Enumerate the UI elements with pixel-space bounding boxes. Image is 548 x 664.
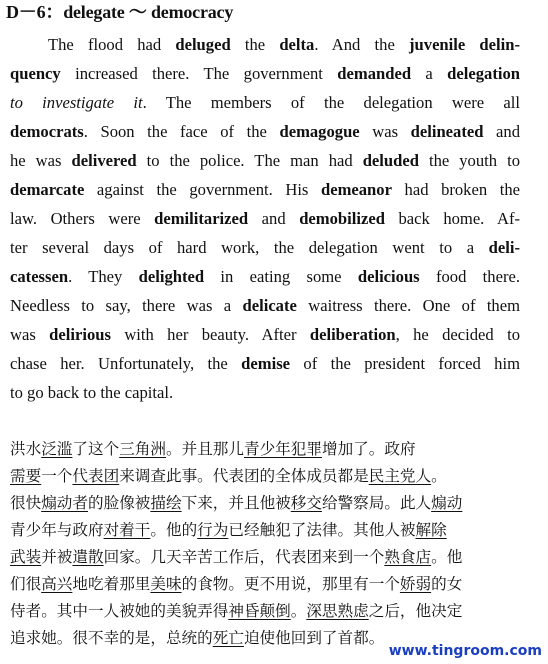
text-run: 们很	[10, 575, 42, 593]
vocab-word: delirious	[49, 325, 111, 344]
translated-term: 神昏颠倒	[228, 602, 291, 620]
text-run: and	[483, 122, 521, 141]
text-run: 回家。几天辛苦工作后，代表团来到一个	[103, 548, 385, 566]
translated-term: 娇弱	[399, 575, 432, 593]
translated-term: 代表团	[72, 467, 120, 485]
translated-term: 煽动者	[41, 494, 88, 512]
text-run: . And the	[314, 35, 410, 54]
text-run: to the police. The man had	[136, 151, 363, 170]
translated-term: 深思熟虑	[306, 602, 369, 620]
vocab-word: juvenile delin-	[409, 35, 521, 54]
translated-term: 美味	[150, 575, 182, 593]
translated-term: 遣散	[72, 548, 104, 566]
text-run: . The members of the delegation were all	[142, 93, 521, 112]
translated-term: 武装	[10, 548, 42, 566]
vocab-word: demilitarized	[154, 209, 249, 228]
text-run: 已经触犯了法律。其他人被	[228, 521, 416, 539]
text-run: 来调查此事。代表团的全体成员都是	[119, 467, 369, 485]
text-run: against the government. His	[84, 180, 321, 199]
chinese-line	[10, 598, 462, 625]
text-run: 之后，他决定	[368, 602, 463, 620]
vocab-word: demeanor	[320, 180, 392, 199]
text-run: increased there. The government	[60, 64, 338, 83]
english-line	[10, 59, 520, 88]
vocab-word: demobilized	[299, 209, 385, 228]
translated-term: 煽动	[431, 494, 463, 512]
text-run: 。	[290, 602, 307, 620]
text-run: waitress there. One of them	[296, 296, 521, 315]
text-run: 并被	[41, 548, 73, 566]
translated-term: 对着干	[103, 521, 151, 539]
text-run: to go back to the capital.	[10, 383, 174, 402]
text-run: was	[359, 122, 411, 141]
text-run: 了这个	[72, 440, 120, 458]
translated-term: 行为	[197, 521, 229, 539]
vocab-word: deluded	[362, 151, 419, 170]
text-run: 追求她。很不幸的是，总统的	[10, 629, 213, 647]
text-run: 青少年与政府	[10, 521, 104, 539]
vocab-word: deli-	[488, 238, 520, 257]
translated-term: 死亡	[212, 629, 244, 647]
text-run: . They	[68, 267, 139, 286]
watermark-link[interactable]: www.tingroom.com	[385, 640, 544, 662]
vocab-word: delegation	[447, 64, 520, 83]
text-run: 。	[431, 467, 447, 485]
vocab-word: deluged	[175, 35, 231, 54]
text-run: 增加了。政府	[321, 440, 416, 458]
text-run: and	[248, 209, 300, 228]
translated-term: 描绘	[150, 494, 182, 512]
text-run: 。并且那儿	[166, 440, 244, 458]
translated-term: 解除	[415, 521, 447, 539]
vocab-word: democrats	[10, 122, 84, 141]
english-line	[10, 233, 520, 262]
vocab-word: demagogue	[279, 122, 360, 141]
text-run: 一个	[41, 467, 73, 485]
english-line	[10, 146, 520, 175]
section-heading: D－6：delegate ～ democracy	[6, 2, 234, 22]
text-run: back home. Af-	[384, 209, 520, 228]
text-run: 。他	[431, 548, 463, 566]
english-line	[10, 320, 520, 349]
text-run: . Soon the face of the	[83, 122, 280, 141]
english-line	[10, 117, 520, 146]
translated-term: 三角洲	[119, 440, 166, 458]
chinese-line	[10, 571, 462, 598]
text-run: the	[230, 35, 280, 54]
text-run: of the president forced him	[290, 354, 520, 373]
english-line	[10, 291, 520, 320]
text-run: the youth to	[418, 151, 520, 170]
text-run: 给警察局。此人	[321, 494, 432, 512]
text-run: chase her. Unfortunately, the	[10, 354, 242, 373]
vocab-word: demarcate	[10, 180, 85, 199]
english-line	[10, 175, 520, 204]
text-run: had broken the	[391, 180, 520, 199]
translated-term: 移交	[290, 494, 322, 512]
chinese-line	[10, 544, 462, 571]
vocab-word: quency	[10, 64, 61, 83]
translated-term: 需要	[10, 467, 42, 485]
english-line	[10, 88, 520, 117]
translated-term: 泛滥	[41, 440, 73, 458]
vocab-word: deliberation	[309, 325, 396, 344]
text-run: with her beauty. After	[110, 325, 310, 344]
english-line	[10, 378, 173, 407]
chinese-line	[10, 490, 462, 517]
vocab-word: delineated	[410, 122, 484, 141]
text-run: 的脸像被	[88, 494, 151, 512]
translated-term: 熟食店	[384, 548, 432, 566]
text-run: 洪水	[10, 440, 42, 458]
text-run: 迫使他回到了首都。	[243, 629, 385, 647]
text-run: The flood had	[48, 35, 176, 54]
text-run: 下来，并且他被	[181, 494, 291, 512]
vocab-word: demise	[241, 354, 291, 373]
chinese-line	[10, 625, 384, 652]
vocab-word: delta	[279, 35, 315, 54]
english-line	[48, 30, 520, 59]
english-line	[10, 349, 520, 378]
vocab-word: delighted	[138, 267, 205, 286]
vocab-word: catessen	[10, 267, 69, 286]
translated-term: 民主党人	[368, 467, 432, 485]
english-line	[10, 204, 520, 233]
text-run: 很快	[10, 494, 42, 512]
text-run: in eating some	[204, 267, 358, 286]
text-run: he was	[10, 151, 72, 170]
text-run: 的食物。更不用说，那里有一个	[181, 575, 400, 593]
english-line	[10, 262, 520, 291]
chinese-line	[10, 517, 447, 544]
text-run: , he decided to	[395, 325, 520, 344]
text-run: Needless to say, there was a	[10, 296, 243, 315]
translated-term: 高兴	[41, 575, 73, 593]
vocab-word: demanded	[337, 64, 412, 83]
text-run: food there.	[419, 267, 520, 286]
translated-term: 青少年犯罪	[243, 440, 322, 458]
text-run: 的女	[431, 575, 463, 593]
text-run: 。他的	[150, 521, 198, 539]
vocab-word: delicious	[357, 267, 420, 286]
text-run: ter several days of hard work, the delegation went to a	[10, 238, 489, 257]
italic-text: to investigate it	[10, 93, 143, 112]
text-run: a	[411, 64, 448, 83]
chinese-line	[10, 463, 447, 490]
text-run: 侍者。其中一人被她的美貌弄得	[10, 602, 229, 620]
text-run: law. Others were	[10, 209, 155, 228]
vocab-word: delicate	[242, 296, 297, 315]
text-run: was	[10, 325, 50, 344]
vocab-word: delivered	[71, 151, 137, 170]
text-run: 地吃着那里	[72, 575, 151, 593]
chinese-line	[10, 436, 416, 463]
